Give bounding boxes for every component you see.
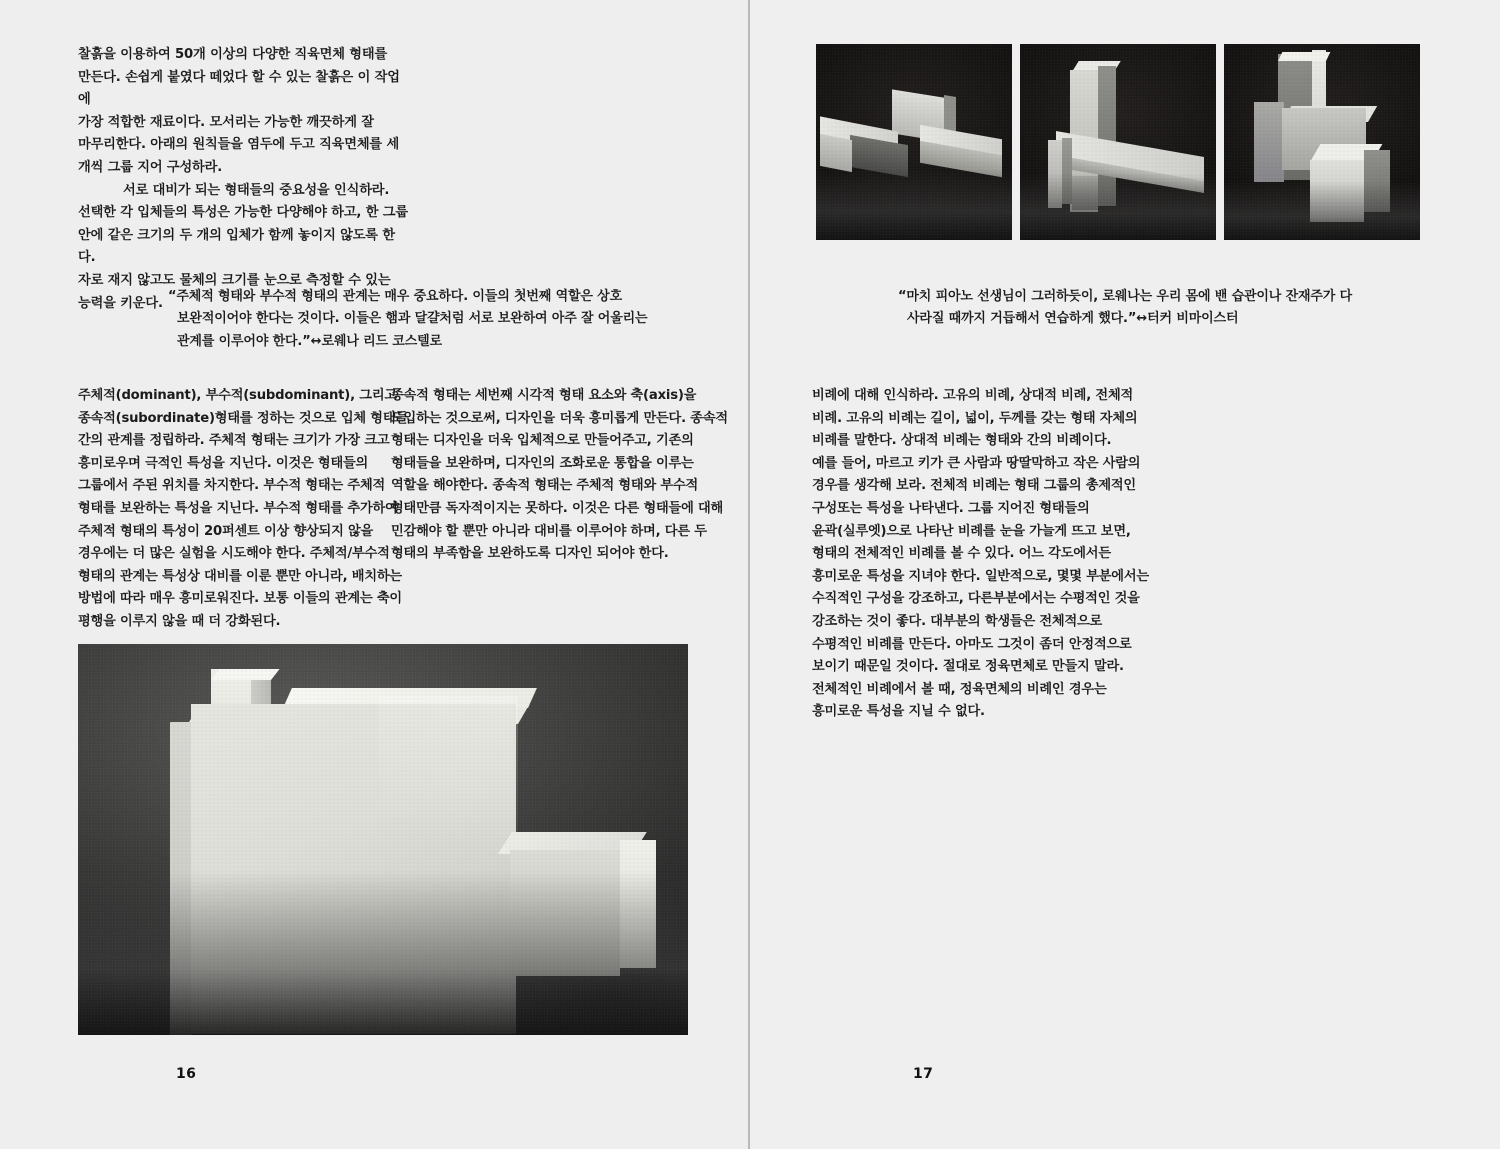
intro-line: 자로 재지 않고도 물체의 크기를 눈으로 측정할 수 있는 <box>78 272 391 288</box>
intro-line: 마무리한다. 아래의 원칙들을 염두에 두고 직육면체를 세 <box>78 137 400 153</box>
body-line: 경우에는 더 많은 실험을 시도해야 한다. 주체적/부수적 <box>78 546 390 562</box>
body-line: 비례. 고유의 비례는 길이, 넓이, 두께를 갖는 형태 자체의 <box>812 410 1138 426</box>
intro-line: 안에 같은 크기의 두 개의 입체가 함께 놓이지 않도록 한다. <box>78 227 395 266</box>
body-line: 윤곽(실루엣)으로 나타난 비례를 눈을 가늘게 뜨고 보면, <box>812 523 1131 539</box>
quote-line-with-attribution <box>898 308 1368 330</box>
thumb-photo-three-flat-blocks <box>816 44 1012 240</box>
body-line: 도입하는 것으로써, 디자인을 더욱 흥미롭게 만든다. 종속적 <box>391 410 728 426</box>
left-right-arrow-icon: ↔ <box>1136 311 1148 327</box>
left-right-arrow-icon: ↔ <box>310 333 322 349</box>
body-line: 평행을 이루지 않을 때 더 강화된다. <box>78 613 281 629</box>
intro-line: 서로 대비가 되는 형태들의 중요성을 인식하라. <box>123 182 390 198</box>
left-intro-paragraph <box>78 44 408 315</box>
body-line: 흥미로운 특성을 지녀야 한다. 일반적으로, 몇몇 부분에서는 <box>812 568 1149 584</box>
page-number-right: 17 <box>913 1066 934 1082</box>
quote-line-with-attribution <box>168 331 638 353</box>
body-line: 흥미로우며 극적인 특성을 지닌다. 이것은 형태들의 <box>78 455 369 471</box>
quote-line: 보완적이어야 한다는 것이다. 이들은 햄과 달걀처럼 서로 보완하여 아주 잘 어울리는 <box>177 311 648 327</box>
body-line: 주체적(dominant), 부수적(subdominant), 그리고 <box>78 388 397 403</box>
body-line: 예를 들어, 마르고 키가 큰 사람과 땅딸막하고 작은 사람의 <box>812 455 1141 471</box>
left-body-column-one <box>78 385 408 634</box>
intro-line: 개씩 그룹 지어 구성하라. <box>78 159 223 175</box>
body-line: 주체적 형태의 특성이 20퍼센트 이상 향상되지 않을 <box>78 523 374 539</box>
intro-line: 선택한 각 입체들의 특성은 가능한 다양해야 하고, 한 그룹 <box>78 205 408 221</box>
body-line: 간의 관계를 정립하라. 주체적 형태는 크기가 가장 크고 <box>78 433 390 449</box>
body-line: 형태들을 보완하며, 디자인의 조화로운 통합을 이루는 <box>391 455 694 471</box>
body-line: 그룹에서 주된 위치를 차지한다. 부수적 형태는 주체적 <box>78 478 386 494</box>
spine-divider <box>748 0 750 1149</box>
left-body-column-two <box>391 385 728 566</box>
body-line: 흥미로운 특성을 지닐 수 없다. <box>812 704 985 720</box>
quote-attribution: 터커 비마이스터 <box>1147 311 1239 327</box>
intro-line: 능력을 키운다. <box>78 295 163 311</box>
body-line: 비례를 말한다. 상대적 비례는 형태와 간의 비례이다. <box>812 433 1112 449</box>
quote-line: 관계를 이루어야 한다.” <box>177 333 311 349</box>
page-number-left: 16 <box>176 1066 197 1082</box>
body-line: 형태만큼 독자적이지는 못하다. 이것은 다른 형태들에 대해 <box>391 500 724 516</box>
body-line: 형태를 보완하는 특성을 지닌다. 부수적 형태를 추가하여 <box>78 500 398 516</box>
body-line: 종속적 형태는 세번째 시각적 형태 요소와 축(axis)을 <box>391 388 697 403</box>
quote-line: “주체적 형태와 부수적 형태의 관계는 매우 중요하다. 이들의 첫번째 역할은 상호 <box>168 289 622 304</box>
quote-line: “마치 피아노 선생님이 그러하듯이, 로웨나는 우리 몸에 밴 습관이나 잔재주가 다 <box>898 289 1352 304</box>
body-line: 형태의 관계는 특성상 대비를 이룬 뿐만 아니라, 배치하는 <box>78 568 402 584</box>
body-line: 형태는 디자인을 더욱 입체적으로 만들어주고, 기존의 <box>391 433 694 449</box>
body-line: 형태의 전체적인 비례를 볼 수 있다. 어느 각도에서든 <box>812 546 1111 562</box>
quote-line: 사라질 때까지 거듭해서 연습하게 했다.” <box>907 311 1137 327</box>
body-line: 역할을 해야한다. 종속적 형태는 주체적 형태와 부수적 <box>391 478 699 494</box>
body-line: 경우를 생각해 보라. 전체적 비례는 형태 그룹의 총제적인 <box>812 478 1136 494</box>
photo-floor-gradient <box>78 871 688 1035</box>
left-pull-quote <box>168 286 648 353</box>
thumb-photo-slab-and-cube <box>1224 44 1420 240</box>
right-pull-quote <box>898 286 1368 331</box>
right-body-column <box>812 385 1149 724</box>
body-line: 구성또는 특성을 나타낸다. 그룹 지어진 형태들의 <box>812 500 1090 516</box>
intro-line: 만든다. 손쉽게 붙였다 떼었다 할 수 있는 찰흙은 이 작업에 <box>78 69 400 108</box>
body-line: 민감해야 할 뿐만 아니라 대비를 이루어야 하며, 다른 두 <box>391 523 707 539</box>
intro-line: 찰흙을 이용하여 50개 이상의 다양한 직육면체 형태를 <box>78 47 388 62</box>
body-line: 강조하는 것이 좋다. 대부분의 학생들은 전체적으로 <box>812 613 1103 629</box>
body-line: 전체적인 비례에서 볼 때, 정육면체의 비례인 경우는 <box>812 681 1107 697</box>
body-line: 비례에 대해 인식하라. 고유의 비례, 상대적 비례, 전체적 <box>812 388 1134 403</box>
body-line: 수직적인 구성을 강조하고, 다른부분에서는 수평적인 것을 <box>812 591 1140 607</box>
quote-attribution: 로웨나 리드 코스텔로 <box>321 333 442 349</box>
body-line: 형태의 부족함을 보완하도록 디자인 되어야 한다. <box>391 546 669 562</box>
intro-line: 가장 적합한 재료이다. 모서리는 가능한 깨끗하게 잘 <box>78 114 374 130</box>
body-line: 수평적인 비례를 만든다. 아마도 그것이 좀더 안정적으로 <box>812 636 1132 652</box>
large-photo-dominant-slab-composition <box>78 644 688 1035</box>
body-line: 종속적(subordinate)형태를 정하는 것으로 입체 형태들 <box>78 410 408 426</box>
thumb-photo-vertical-column-with-slab <box>1020 44 1216 240</box>
body-line: 방법에 따라 매우 흥미로워진다. 보통 이들의 관계는 축이 <box>78 591 402 607</box>
body-line: 보이기 때문일 것이다. 절대로 정육면체로 만들지 말라. <box>812 659 1124 675</box>
